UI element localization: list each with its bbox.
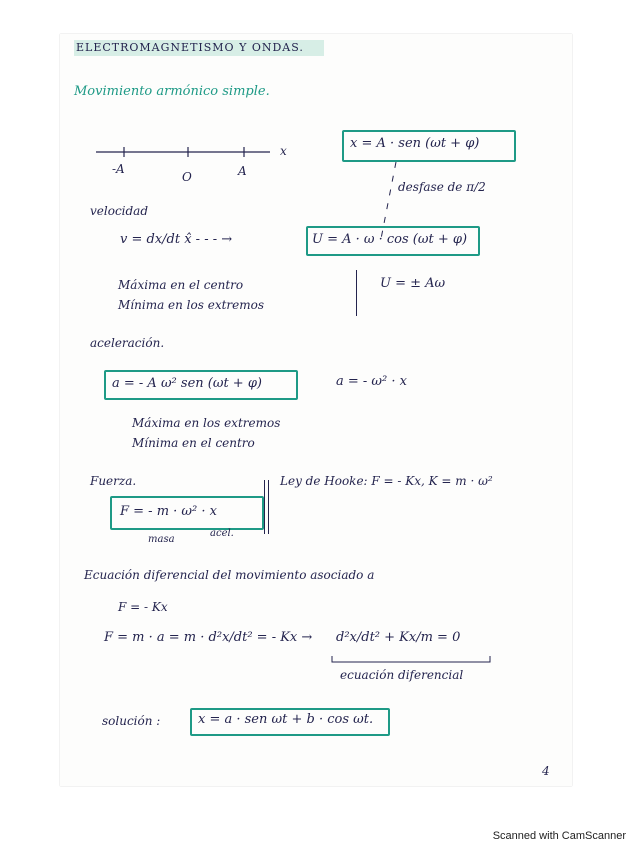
- page-title: ELECTROMAGNETISMO Y ONDAS.: [76, 41, 304, 54]
- differential-f-kx: F = - Kx: [118, 600, 168, 614]
- force-formula: F = - m · ω² · x: [120, 504, 217, 519]
- notebook-page: [60, 34, 572, 786]
- solution-formula: x = a · sen ωt + b · cos ωt.: [198, 712, 374, 727]
- acceleration-heading: aceleración.: [90, 336, 165, 350]
- equation-underbrace: [332, 656, 490, 662]
- axis-label-x: x: [280, 144, 287, 158]
- velocity-heading: velocidad: [90, 204, 149, 218]
- page-subtitle: Movimiento armónico simple.: [74, 84, 270, 99]
- velocity-value: U = ± Aω: [380, 276, 446, 291]
- velocity-min: Mínima en los extremos: [118, 298, 265, 312]
- differential-equation: d²x/dt² + Kx/m = 0: [336, 630, 461, 645]
- force-mass-label: masa: [148, 534, 175, 545]
- position-formula: x = A · sen (ωt + φ): [350, 136, 480, 151]
- differential-equation-label: ecuación diferencial: [340, 668, 464, 682]
- velocity-max: Máxima en el centro: [118, 278, 244, 292]
- velocity-divider: [356, 270, 357, 316]
- solution-label: solución :: [102, 714, 161, 728]
- hooke-law: Ley de Hooke: F = - Kx, K = m · ω²: [280, 474, 493, 488]
- force-accel-label: acel.: [210, 528, 234, 539]
- acceleration-short: a = - ω² · x: [336, 374, 407, 389]
- differential-heading: Ecuación diferencial del movimiento asociado a: [84, 568, 375, 582]
- force-divider-a: [264, 480, 265, 534]
- velocity-expression: v = dx/dt x̂ - - - →: [120, 232, 233, 247]
- differential-derivation: F = m · a = m · d²x/dt² = - Kx →: [104, 630, 313, 645]
- axis-label-minus-a: -A: [112, 162, 125, 176]
- axis-label-zero: O: [182, 170, 192, 184]
- velocity-formula: U = A · ω · cos (ωt + φ): [312, 232, 468, 247]
- page-number: 4: [542, 764, 550, 778]
- acceleration-min: Mínima en el centro: [132, 436, 255, 450]
- force-divider-b: [268, 480, 269, 534]
- acceleration-formula: a = - A ω² sen (ωt + φ): [112, 376, 262, 391]
- scanner-watermark: Scanned with CamScanner: [492, 830, 626, 842]
- force-heading: Fuerza.: [90, 474, 137, 488]
- phase-note: desfase de π/2: [398, 180, 486, 194]
- axis-label-plus-a: A: [238, 164, 247, 178]
- acceleration-max: Máxima en los extremos: [132, 416, 281, 430]
